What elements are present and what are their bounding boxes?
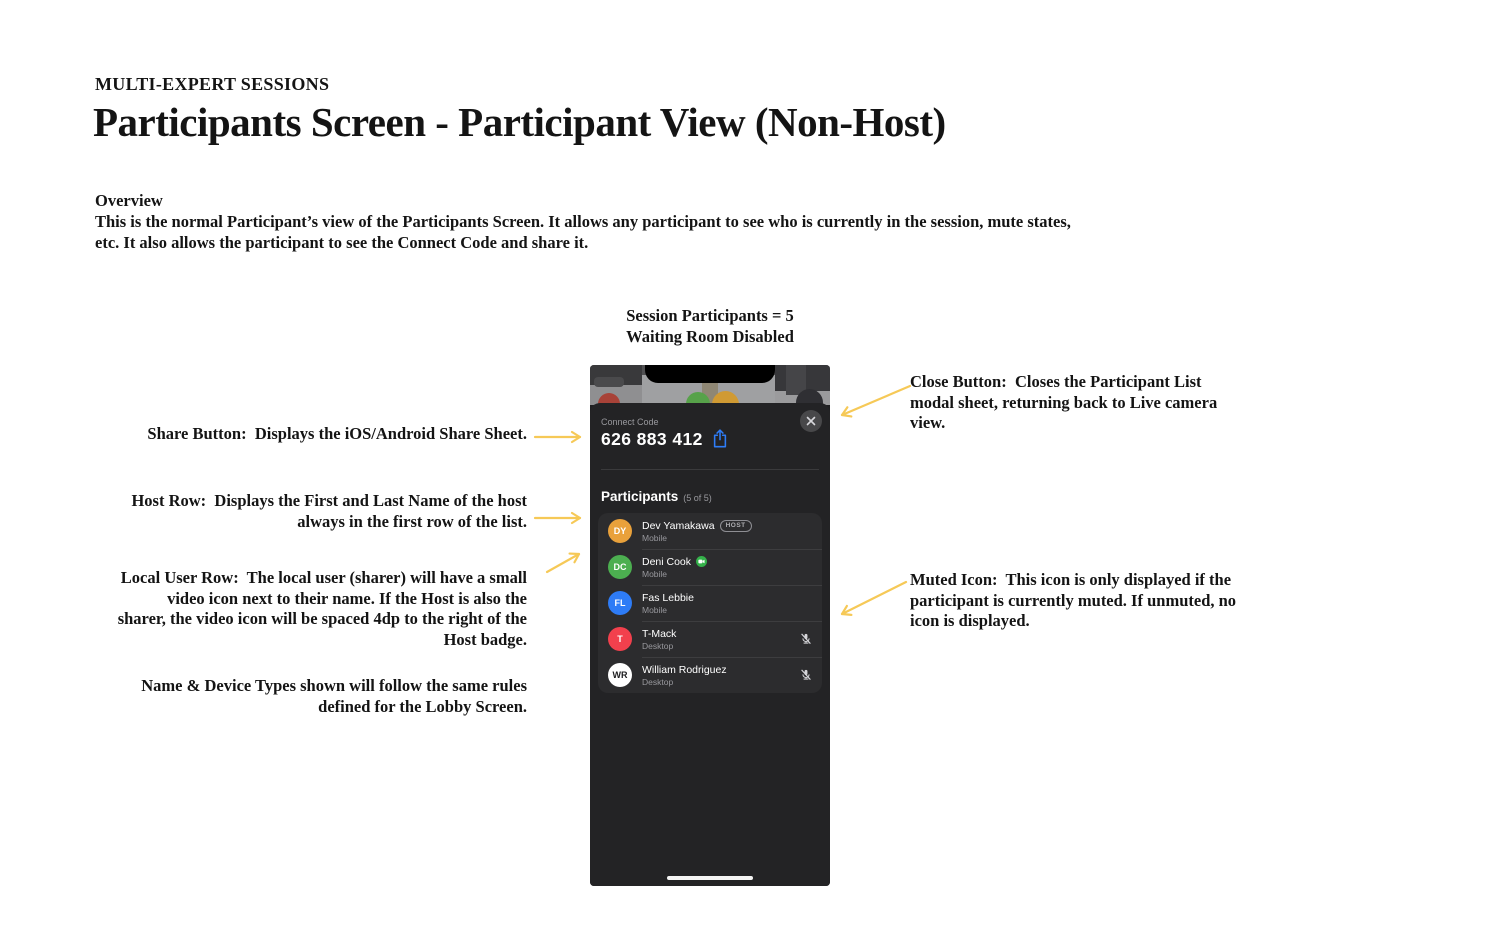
arrow-share xyxy=(532,429,590,445)
participant-row[interactable] xyxy=(598,513,822,549)
arrow-close-button xyxy=(832,380,916,424)
participant-name: Deni Cook xyxy=(642,555,692,568)
home-indicator[interactable] xyxy=(667,876,753,880)
overview-heading: Overview xyxy=(95,191,163,210)
host-badge: HOST xyxy=(720,520,752,532)
participant-device: Mobile xyxy=(642,568,668,579)
participant-row[interactable] xyxy=(598,657,822,693)
eyebrow-label: MULTI-EXPERT SESSIONS xyxy=(95,74,330,94)
participant-row[interactable] xyxy=(598,621,822,657)
participants-header xyxy=(601,489,712,504)
annotation-host-row: Host Row: Displays the First and Last Name of the host always in the first row of the list. xyxy=(131,491,532,531)
divider xyxy=(601,469,819,470)
participant-row[interactable] xyxy=(598,585,822,621)
caption-line-1: Session Participants = 5 xyxy=(626,306,794,325)
connect-code-value: 626 883 412 xyxy=(601,429,703,449)
arrow-host-row xyxy=(532,510,590,526)
arrow-local-user-row xyxy=(543,546,591,576)
mic-muted-icon xyxy=(800,633,812,645)
caption-line-2: Waiting Room Disabled xyxy=(626,327,794,346)
participant-name: Fas Lebbie xyxy=(642,591,694,604)
connect-code-label: Connect Code xyxy=(601,417,659,427)
close-icon[interactable] xyxy=(800,410,822,432)
participant-device: Desktop xyxy=(642,676,674,687)
annotation-close-button: Close Button: Closes the Participant List modal sheet, returning back to Live camera view. xyxy=(910,372,1222,432)
phone-caption xyxy=(535,305,885,347)
mic-muted-icon xyxy=(800,669,812,681)
avatar: DY xyxy=(608,519,632,543)
participants-count: (5 of 5) xyxy=(683,493,712,503)
avatar: T xyxy=(608,627,632,651)
participant-name: Dev Yamakawa xyxy=(642,519,715,532)
participant-device: Mobile xyxy=(642,604,668,615)
participant-device: Desktop xyxy=(642,640,674,651)
participants-sheet xyxy=(590,403,830,886)
participant-device: Mobile xyxy=(642,532,668,543)
avatar: WR xyxy=(608,663,632,687)
annotation-share-button: Share Button: Displays the iOS/Android Share Sheet. xyxy=(147,424,527,443)
annotation-name-device-rules: Name & Device Types shown will follow the same rules defined for the Lobby Screen. xyxy=(141,676,532,716)
participant-name: William Rodriguez xyxy=(642,663,727,676)
share-icon[interactable] xyxy=(712,429,728,448)
phone-mockup xyxy=(590,365,830,886)
video-camera-icon xyxy=(696,556,707,567)
participant-name: T-Mack xyxy=(642,627,677,640)
avatar: DC xyxy=(608,555,632,579)
phone-notch xyxy=(645,365,775,383)
annotation-local-user-row: Local User Row: The local user (sharer) will have a small video icon next to their name. If the Host is also the sharer, the video icon will be spaced 4dp to the right of the Host badge. xyxy=(117,568,532,649)
participant-row[interactable] xyxy=(598,549,822,585)
annotation-muted-icon: Muted Icon: This icon is only displayed if the participant is currently muted. If unmuted, no icon is displayed. xyxy=(910,570,1241,630)
arrow-muted-icon xyxy=(832,576,912,624)
avatar: FL xyxy=(608,591,632,615)
participants-title: Participants xyxy=(601,489,679,504)
page-title: Participants Screen - Participant View (Non-Host) xyxy=(93,99,946,145)
overview-body: This is the normal Participant’s view of the Participants Screen. It allows any participant to see who is currently in the session, mute states, etc. It also allows the participant to see the Connect Code and share it. xyxy=(95,212,1071,252)
participant-list xyxy=(598,513,822,693)
